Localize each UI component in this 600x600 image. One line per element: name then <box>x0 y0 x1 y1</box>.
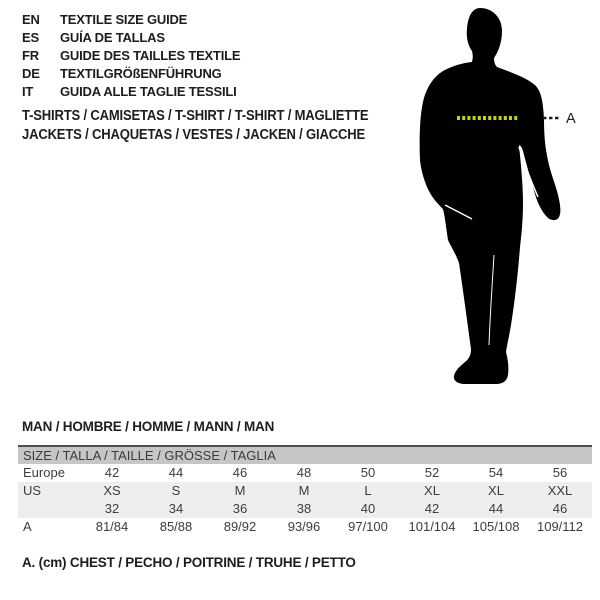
table-row <box>18 500 592 518</box>
language-label: GUÍA DE TALLAS <box>60 30 165 45</box>
language-row <box>22 11 240 29</box>
language-row <box>22 47 240 65</box>
size-cell: M <box>234 483 246 498</box>
language-code: IT <box>22 84 34 99</box>
size-cell: 40 <box>360 501 376 516</box>
size-table <box>18 445 592 536</box>
man-silhouette-svg <box>405 5 580 395</box>
size-cell: 97/100 <box>348 519 388 534</box>
language-label: GUIDE DES TAILLES TEXTILE <box>60 48 241 63</box>
size-cell: 52 <box>424 465 440 480</box>
size-cell: 81/84 <box>95 519 129 534</box>
language-row <box>22 83 240 101</box>
language-label: GUIDA ALLE TAGLIE TESSILI <box>60 84 237 99</box>
category-line-tshirts: T-SHIRTS / CAMISETAS / T-SHIRT / T-SHIRT / MAGLIETTE <box>22 108 369 124</box>
language-row <box>22 29 240 47</box>
row-label: US <box>23 483 42 498</box>
language-code: ES <box>22 30 39 45</box>
size-cell: 44 <box>488 501 504 516</box>
language-code: DE <box>22 66 40 81</box>
size-cell: L <box>364 483 372 498</box>
measure-label: A <box>566 111 576 127</box>
size-cell: 36 <box>232 501 248 516</box>
category-titles <box>22 107 407 145</box>
size-cell: 93/96 <box>287 519 321 534</box>
size-cell: 50 <box>360 465 376 480</box>
size-cell: XXL <box>547 483 573 498</box>
size-cell: 34 <box>168 501 184 516</box>
size-cell: 32 <box>104 501 120 516</box>
size-guide-figure <box>405 5 580 395</box>
language-row <box>22 65 240 83</box>
row-label: Europe <box>23 465 65 480</box>
size-table-container <box>18 445 592 536</box>
size-table-body <box>18 446 592 536</box>
language-guide-list <box>22 11 240 101</box>
table-row <box>18 464 592 482</box>
size-cell: 44 <box>168 465 184 480</box>
size-cell: 46 <box>552 501 568 516</box>
row-label <box>18 500 80 518</box>
table-header-row <box>18 446 592 464</box>
size-cell: XL <box>424 483 440 498</box>
table-header-cell: SIZE / TALLA / TAILLE / GRÖSSE / TAGLIA <box>18 446 592 464</box>
size-cell: XL <box>488 483 504 498</box>
language-code: EN <box>22 12 40 27</box>
language-label: TEXTILGRÖßENFÜHRUNG <box>60 66 222 81</box>
size-cell: 42 <box>104 465 120 480</box>
size-cell: 42 <box>424 501 440 516</box>
measurement-footnote: A. (cm) CHEST / PECHO / POITRINE / TRUHE / PETTO <box>22 555 356 570</box>
size-cell: 105/108 <box>472 519 520 534</box>
language-label: TEXTILE SIZE GUIDE <box>60 12 188 27</box>
size-cell: 48 <box>296 465 312 480</box>
size-cell: 85/88 <box>159 519 193 534</box>
size-cell: 56 <box>552 465 568 480</box>
row-label: A <box>23 519 32 534</box>
size-cell: 54 <box>488 465 504 480</box>
size-cell: 109/112 <box>536 519 584 534</box>
section-title-man: MAN / HOMBRE / HOMME / MANN / MAN <box>22 419 275 434</box>
size-cell: 38 <box>296 501 312 516</box>
category-line-jackets: JACKETS / CHAQUETAS / VESTES / JACKEN / GIACCHE <box>22 127 365 143</box>
size-cell: M <box>298 483 310 498</box>
size-cell: 89/92 <box>223 519 257 534</box>
language-code: FR <box>22 48 39 63</box>
table-row <box>18 518 592 536</box>
size-cell: 46 <box>232 465 248 480</box>
size-cell: S <box>171 483 181 498</box>
table-row <box>18 482 592 500</box>
size-cell: 101/104 <box>408 519 456 534</box>
size-cell: XS <box>103 483 121 498</box>
